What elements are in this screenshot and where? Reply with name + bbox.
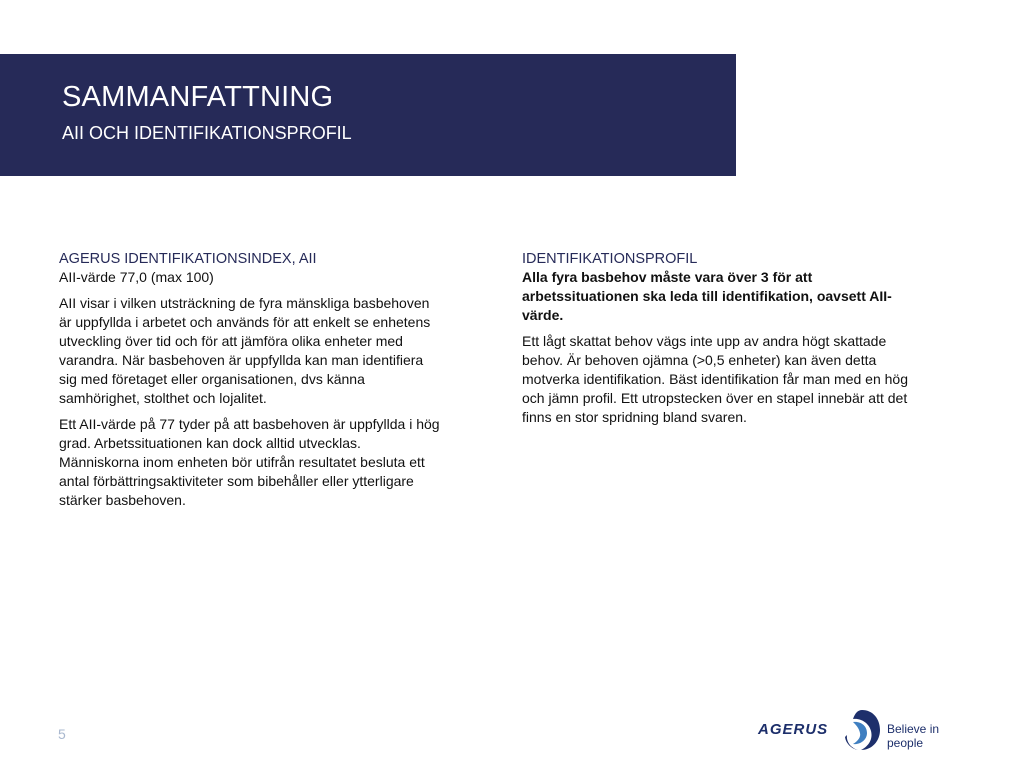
logo-swirl-icon: [842, 708, 882, 752]
right-column-subheading: Alla fyra basbehov måste vara över 3 för att arbetssituationen ska leda till identifikation, oavsett AII-värde.: [522, 269, 892, 323]
logo-wordmark: AGERUS: [758, 721, 829, 738]
header-band: [0, 54, 736, 176]
page-number: 5: [58, 726, 66, 742]
right-paragraph: Ett lågt skattat behov vägs inte upp av andra högt skattade behov. Är behoven ojämna (>0,5 enheter) kan även detta motverka identifikation. Bäst identifikation får man med en hög och jämn profil. Ett utropstecken över en stapel innebär att det finns en stor spridning bland svaren.: [522, 333, 908, 425]
right-column-heading: IDENTIFIKATIONSPROFIL: [522, 251, 698, 267]
page-subtitle: AII OCH IDENTIFIKATIONSPROFIL: [62, 123, 352, 143]
agerus-logo: [758, 708, 978, 754]
left-column: [59, 250, 444, 517]
left-column-subheading: AII-värde 77,0 (max 100): [59, 269, 214, 285]
left-paragraph: AII visar i vilken utsträckning de fyra mänskliga basbehoven är uppfyllda i arbetet och används för att enkelt se enhetens utveckling över tid och för att jämföra olika enheter med varandra. När basbehoven är uppfyllda kan man identifiera sig med företaget eller organisationen, dvs känna samhörighet, stolthet och lojalitet.: [59, 295, 431, 406]
left-column-heading: AGERUS IDENTIFIKATIONSINDEX, AII: [59, 251, 317, 267]
left-paragraph: Ett AII-värde på 77 tyder på att basbehoven är uppfyllda i hög grad. Arbetssituationen kan dock alltid utvecklas. Människorna inom enheten bör utifrån resultatet besluta ett antal förbättringsaktiviteter som bibehåller eller ytterligare stärker basbehoven.: [59, 416, 440, 508]
right-column: [522, 250, 912, 434]
page-title: SAMMANFATTNING: [62, 81, 334, 113]
logo-tagline: Believe in people: [887, 722, 940, 750]
